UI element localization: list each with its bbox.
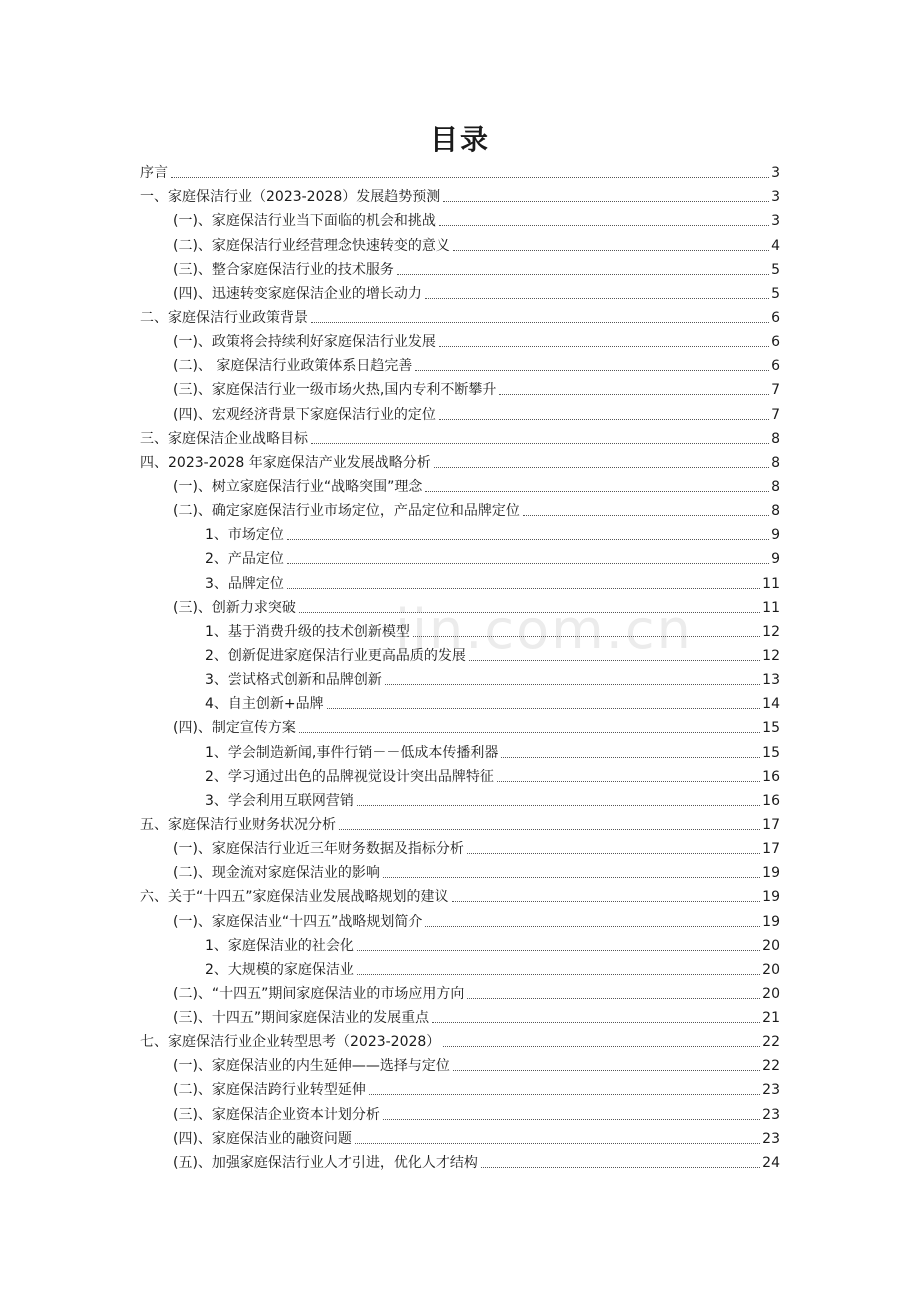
- dot-leader: [311, 322, 769, 323]
- toc-entry-page: 19: [762, 865, 780, 882]
- dot-leader: [357, 805, 760, 806]
- toc-entry[interactable]: [140, 979, 780, 1003]
- toc-entry-label: 五、家庭保洁行业财务状况分析: [140, 816, 336, 833]
- toc-entry-page: 8: [771, 454, 780, 471]
- dot-leader: [443, 201, 769, 202]
- dot-leader: [425, 298, 769, 299]
- toc-entry[interactable]: [140, 230, 780, 254]
- toc-entry-label: (二)、“十四五”期间家庭保洁业的市场应用方向: [173, 985, 465, 1002]
- toc-entry-label: 3、尝试格式创新和品牌创新: [205, 672, 382, 689]
- toc-entry-page: 12: [762, 623, 780, 640]
- toc-entry-page: 20: [762, 961, 780, 978]
- toc-entry[interactable]: [140, 1124, 780, 1148]
- dot-leader: [432, 1022, 760, 1023]
- toc-entry[interactable]: [140, 375, 780, 399]
- toc-entry[interactable]: [140, 496, 780, 520]
- toc-entry-page: 6: [771, 309, 780, 326]
- dot-leader: [311, 443, 769, 444]
- toc-entry[interactable]: [140, 399, 780, 423]
- dot-leader: [299, 732, 760, 733]
- toc-entry-page: 15: [762, 720, 780, 737]
- dot-leader: [425, 491, 769, 492]
- toc-entry[interactable]: [140, 544, 780, 568]
- toc-entry-label: (三)、整合家庭保洁行业的技术服务: [173, 261, 394, 278]
- toc-entry-page: 17: [762, 841, 780, 858]
- toc-entry-page: 19: [762, 889, 780, 906]
- toc-entry-page: 9: [771, 551, 780, 568]
- dot-leader: [467, 853, 760, 854]
- dot-leader: [355, 1143, 760, 1144]
- toc-entry[interactable]: [140, 1148, 780, 1172]
- dot-leader: [357, 974, 760, 975]
- toc-entry-label: (三)、家庭保洁企业资本计划分析: [173, 1106, 380, 1123]
- toc-entry-label: (一)、家庭保洁行业近三年财务数据及指标分析: [173, 841, 464, 858]
- dot-leader: [434, 467, 769, 468]
- toc-entry-page: 16: [762, 792, 780, 809]
- dot-leader: [397, 274, 769, 275]
- toc-entry-page: 14: [762, 696, 780, 713]
- dot-leader: [523, 515, 769, 516]
- toc-entry[interactable]: [140, 1099, 780, 1123]
- toc-entry-page: 22: [762, 1034, 780, 1051]
- toc-entry[interactable]: [140, 255, 780, 279]
- dot-leader: [425, 926, 760, 927]
- toc-entry-label: (五)、加强家庭保洁行业人才引进，优化人才结构: [173, 1154, 478, 1171]
- dot-leader: [299, 612, 760, 613]
- toc-entry[interactable]: [140, 641, 780, 665]
- dot-leader: [453, 250, 769, 251]
- dot-leader: [171, 177, 769, 178]
- toc-entry-page: 8: [771, 478, 780, 495]
- toc-entry[interactable]: [140, 810, 780, 834]
- toc-entry[interactable]: [140, 1027, 780, 1051]
- toc-entry-label: 4、自主创新+品牌: [205, 696, 324, 713]
- toc-entry[interactable]: [140, 568, 780, 592]
- toc-entry-label: (四)、制定宣传方案: [173, 720, 296, 737]
- toc-entry-page: 8: [771, 503, 780, 520]
- toc-entry-page: 13: [762, 672, 780, 689]
- toc-entry-page: 5: [771, 261, 780, 278]
- toc-entry-label: 2、产品定位: [205, 551, 284, 568]
- toc-entry-page: 19: [762, 913, 780, 930]
- dot-leader: [287, 588, 760, 589]
- toc-entry-page: 8: [771, 430, 780, 447]
- dot-leader: [501, 757, 760, 758]
- dot-leader: [383, 877, 760, 878]
- watermark: jin.com.cn: [395, 598, 693, 661]
- toc-entry-page: 17: [762, 816, 780, 833]
- toc-entry[interactable]: [140, 762, 780, 786]
- toc-entry[interactable]: [140, 955, 780, 979]
- dot-leader: [469, 660, 760, 661]
- toc-entry-label: 七、家庭保洁行业企业转型思考（2023-2028）: [140, 1034, 441, 1051]
- toc-entry-label: (一)、家庭保洁业“十四五”战略规划简介: [173, 913, 423, 930]
- table-of-contents: [140, 158, 780, 1172]
- toc-entry-page: 12: [762, 647, 780, 664]
- toc-entry[interactable]: [140, 834, 780, 858]
- toc-entry-page: 3: [771, 189, 780, 206]
- toc-entry[interactable]: [140, 1003, 780, 1027]
- toc-entry-label: 3、学会利用互联网营销: [205, 792, 354, 809]
- toc-entry-label: (一)、树立家庭保洁行业“战略突围”理念: [173, 478, 423, 495]
- dot-leader: [369, 1094, 760, 1095]
- toc-entry-page: 23: [762, 1106, 780, 1123]
- toc-entry[interactable]: [140, 713, 780, 737]
- toc-entry-label: 3、品牌定位: [205, 575, 284, 592]
- toc-entry[interactable]: [140, 906, 780, 930]
- dot-leader: [443, 1046, 760, 1047]
- toc-entry[interactable]: [140, 665, 780, 689]
- toc-entry-page: 20: [762, 985, 780, 1002]
- toc-entry-page: 5: [771, 285, 780, 302]
- toc-entry[interactable]: [140, 448, 780, 472]
- toc-entry-page: 24: [762, 1154, 780, 1171]
- toc-entry[interactable]: [140, 472, 780, 496]
- toc-entry-page: 21: [762, 1010, 780, 1027]
- toc-entry[interactable]: [140, 520, 780, 544]
- dot-leader: [385, 684, 760, 685]
- toc-entry-label: (三)、家庭保洁行业一级市场火热,国内专利不断攀升: [173, 382, 497, 399]
- toc-entry-label: (二)、现金流对家庭保洁业的影响: [173, 865, 380, 882]
- toc-entry-label: 1、基于消费升级的技术创新模型: [205, 623, 410, 640]
- toc-entry[interactable]: [140, 882, 780, 906]
- toc-entry-page: 16: [762, 768, 780, 785]
- toc-entry-label: (二)、家庭保洁行业经营理念快速转变的意义: [173, 237, 450, 254]
- toc-entry-page: 4: [771, 237, 780, 254]
- toc-entry-page: 11: [762, 599, 780, 616]
- toc-entry-label: 序言: [140, 165, 168, 182]
- toc-entry[interactable]: [140, 351, 780, 375]
- dot-leader: [453, 1070, 760, 1071]
- toc-entry-label: 1、家庭保洁业的社会化: [205, 937, 354, 954]
- toc-entry-label: 三、家庭保洁企业战略目标: [140, 430, 308, 447]
- toc-entry[interactable]: [140, 182, 780, 206]
- toc-entry-page: 23: [762, 1082, 780, 1099]
- toc-entry-page: 22: [762, 1058, 780, 1075]
- toc-entry-label: 1、学会制造新闻,事件行销－－低成本传播利器: [205, 744, 499, 761]
- toc-entry-label: (四)、迅速转变家庭保洁企业的增长动力: [173, 285, 422, 302]
- toc-entry[interactable]: [140, 931, 780, 955]
- toc-entry-label: (四)、家庭保洁业的融资问题: [173, 1130, 352, 1147]
- toc-entry[interactable]: [140, 1075, 780, 1099]
- toc-entry-page: 23: [762, 1130, 780, 1147]
- toc-entry-label: (三)、创新力求突破: [173, 599, 296, 616]
- dot-leader: [413, 636, 760, 637]
- toc-entry-label: 一、家庭保洁行业（2023-2028）发展趋势预测: [140, 189, 441, 206]
- toc-entry-page: 6: [771, 358, 780, 375]
- dot-leader: [357, 950, 760, 951]
- dot-leader: [287, 563, 769, 564]
- toc-entry-label: (四)、宏观经济背景下家庭保洁行业的定位: [173, 406, 436, 423]
- toc-entry-label: (一)、家庭保洁行业当下面临的机会和挑战: [173, 213, 436, 230]
- toc-entry[interactable]: [140, 1051, 780, 1075]
- toc-entry[interactable]: [140, 303, 780, 327]
- dot-leader: [415, 370, 769, 371]
- dot-leader: [383, 1119, 760, 1120]
- toc-entry-page: 3: [771, 165, 780, 182]
- toc-entry-page: 20: [762, 937, 780, 954]
- toc-entry-page: 15: [762, 744, 780, 761]
- dot-leader: [439, 346, 769, 347]
- toc-entry[interactable]: [140, 206, 780, 230]
- dot-leader: [481, 1167, 760, 1168]
- toc-entry-page: 6: [771, 334, 780, 351]
- dot-leader: [452, 901, 761, 902]
- dot-leader: [497, 781, 760, 782]
- toc-entry[interactable]: [140, 327, 780, 351]
- toc-entry-page: 7: [771, 406, 780, 423]
- toc-entry[interactable]: [140, 786, 780, 810]
- toc-entry-label: 2、学习通过出色的品牌视觉设计突出品牌特征: [205, 768, 494, 785]
- toc-entry-label: (二)、家庭保洁跨行业转型延伸: [173, 1082, 366, 1099]
- toc-entry[interactable]: [140, 279, 780, 303]
- dot-leader: [467, 998, 760, 999]
- toc-entry-label: 六、关于“十四五”家庭保洁业发展战略规划的建议: [140, 889, 449, 906]
- toc-entry[interactable]: [140, 593, 780, 617]
- toc-entry-page: 11: [762, 575, 780, 592]
- toc-entry[interactable]: [140, 737, 780, 761]
- toc-entry-label: 1、市场定位: [205, 527, 284, 544]
- toc-entry-label: (三)、十四五”期间家庭保洁业的发展重点: [173, 1010, 430, 1027]
- toc-entry-page: 7: [771, 382, 780, 399]
- toc-entry[interactable]: [140, 158, 780, 182]
- dot-leader: [339, 829, 760, 830]
- toc-entry-label: (二)、 家庭保洁行业政策体系日趋完善: [173, 358, 413, 375]
- toc-entry[interactable]: [140, 858, 780, 882]
- dot-leader: [499, 394, 769, 395]
- toc-entry-page: 9: [771, 527, 780, 544]
- toc-entry-label: (一)、家庭保洁业的内生延伸——选择与定位: [173, 1058, 450, 1075]
- toc-entry[interactable]: [140, 617, 780, 641]
- dot-leader: [439, 225, 769, 226]
- toc-entry-label: (二)、确定家庭保洁行业市场定位，产品定位和品牌定位: [173, 503, 520, 520]
- dot-leader: [287, 539, 769, 540]
- toc-entry[interactable]: [140, 689, 780, 713]
- page-title: 目录: [429, 123, 490, 156]
- toc-entry-label: (一)、政策将会持续利好家庭保洁行业发展: [173, 334, 436, 351]
- toc-entry[interactable]: [140, 424, 780, 448]
- dot-leader: [439, 419, 769, 420]
- toc-entry-label: 二、家庭保洁行业政策背景: [140, 309, 308, 326]
- toc-entry-label: 2、大规模的家庭保洁业: [205, 961, 354, 978]
- dot-leader: [327, 708, 761, 709]
- toc-entry-label: 2、创新促进家庭保洁行业更高品质的发展: [205, 647, 466, 664]
- toc-entry-label: 四、2023-2028 年家庭保洁产业发展战略分析: [140, 454, 431, 471]
- toc-entry-page: 3: [771, 213, 780, 230]
